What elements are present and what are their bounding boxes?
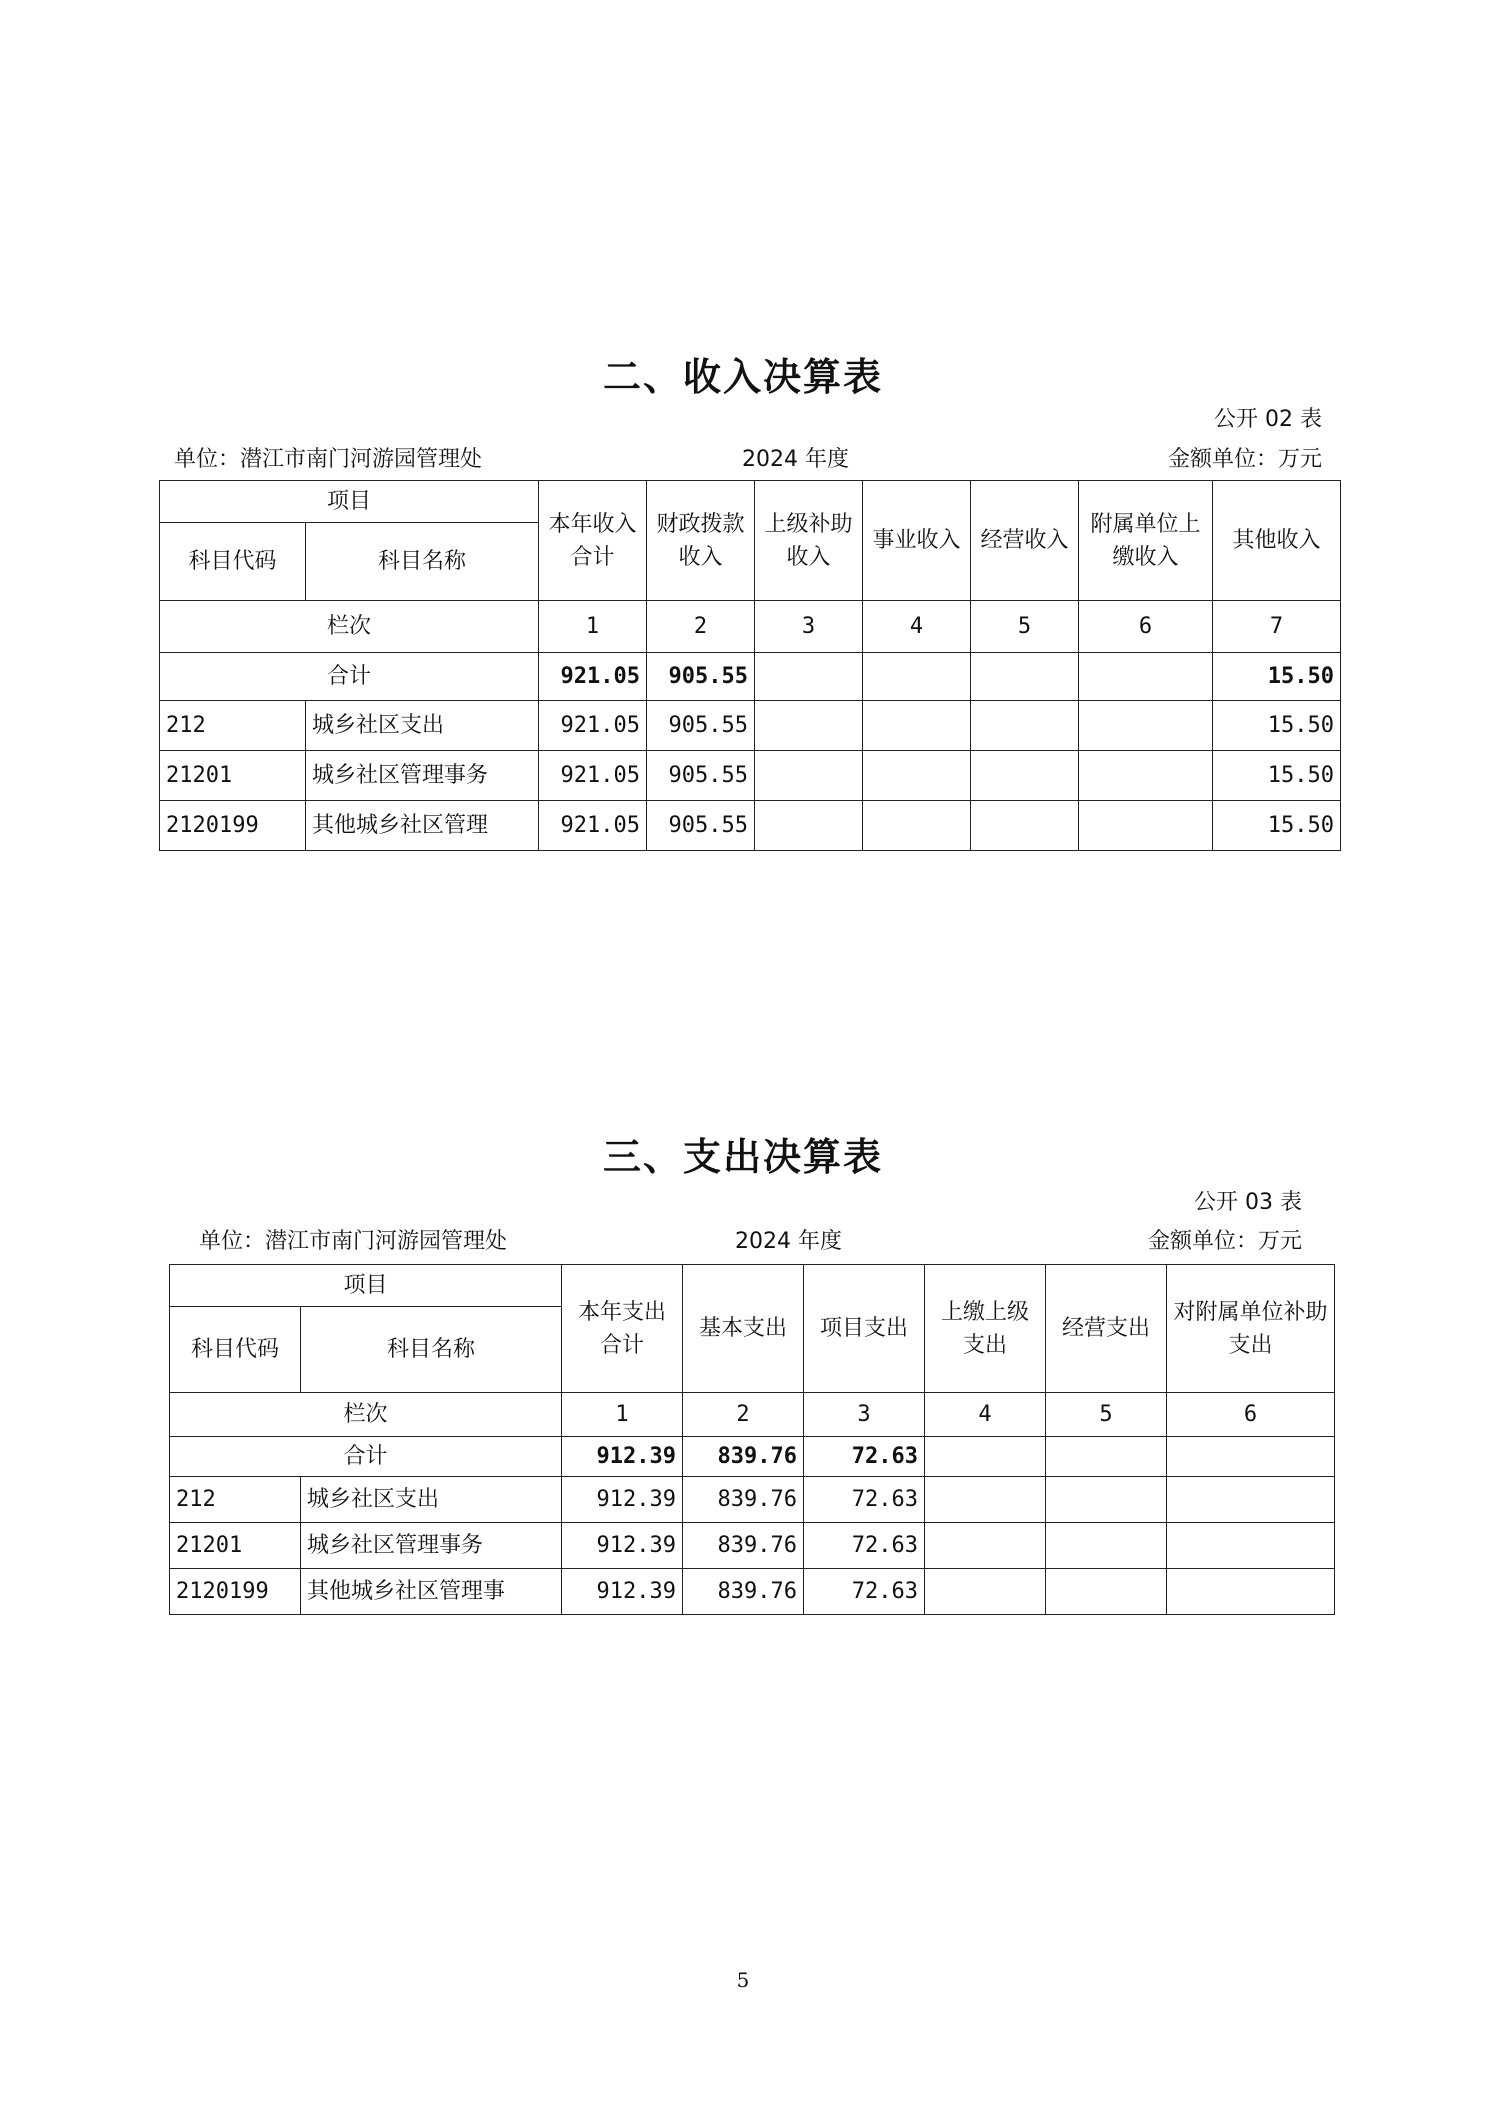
header-col-6: 附属单位上缴收入 — [1079, 481, 1213, 601]
row-cell: 839.76 — [683, 1569, 804, 1615]
row-cell — [1079, 801, 1213, 851]
total-cell: 921.05 — [539, 653, 647, 701]
page-number: 5 — [736, 1968, 750, 1992]
header-code: 科目代码 — [170, 1307, 301, 1393]
total-cell — [1079, 653, 1213, 701]
income-table — [159, 480, 1341, 851]
row-cell — [1167, 1477, 1335, 1523]
header-col-5: 经营支出 — [1046, 1265, 1167, 1393]
row-cell: 839.76 — [683, 1477, 804, 1523]
col-number: 5 — [971, 601, 1079, 653]
col-number: 7 — [1213, 601, 1341, 653]
row-cell: 15.50 — [1213, 801, 1341, 851]
row-cell — [755, 701, 863, 751]
col-number: 1 — [562, 1393, 683, 1437]
total-cell — [1046, 1437, 1167, 1477]
expense-money-unit: 金额单位：万元 — [1147, 1229, 1302, 1254]
row-cell — [925, 1477, 1046, 1523]
total-cell — [925, 1437, 1046, 1477]
col-number-label: 栏次 — [170, 1393, 562, 1437]
header-col-3: 项目支出 — [804, 1265, 925, 1393]
expense-title: 三、支出决算表 — [602, 1135, 883, 1179]
col-number: 3 — [804, 1393, 925, 1437]
total-cell: 839.76 — [683, 1437, 804, 1477]
col-number: 4 — [863, 601, 971, 653]
header-name: 科目名称 — [306, 523, 539, 601]
row-cell — [1079, 751, 1213, 801]
col-number: 3 — [755, 601, 863, 653]
row-name: 城乡社区支出 — [306, 701, 539, 751]
row-cell: 905.55 — [647, 701, 755, 751]
row-code: 212 — [160, 701, 306, 751]
header-col-2: 基本支出 — [683, 1265, 804, 1393]
row-cell — [1079, 701, 1213, 751]
row-cell: 72.63 — [804, 1523, 925, 1569]
header-name: 科目名称 — [301, 1307, 562, 1393]
row-cell — [971, 801, 1079, 851]
col-number-label: 栏次 — [160, 601, 539, 653]
row-cell: 921.05 — [539, 801, 647, 851]
total-cell: 912.39 — [562, 1437, 683, 1477]
row-cell: 15.50 — [1213, 751, 1341, 801]
row-cell: 839.76 — [683, 1523, 804, 1569]
expense-year: 2024 年度 — [735, 1229, 842, 1254]
col-number: 6 — [1167, 1393, 1335, 1437]
header-col-2: 财政拨款收入 — [647, 481, 755, 601]
table-row — [170, 1477, 1335, 1523]
total-label: 合计 — [170, 1437, 562, 1477]
row-name: 城乡社区支出 — [301, 1477, 562, 1523]
row-cell: 921.05 — [539, 701, 647, 751]
row-name: 其他城乡社区管理 — [306, 801, 539, 851]
row-cell — [863, 751, 971, 801]
row-cell: 72.63 — [804, 1569, 925, 1615]
col-number: 5 — [1046, 1393, 1167, 1437]
row-cell — [1167, 1569, 1335, 1615]
row-code: 2120199 — [170, 1569, 301, 1615]
table-row — [160, 801, 1341, 851]
expense-table — [169, 1264, 1335, 1615]
table-row — [160, 701, 1341, 751]
header-col-6: 对附属单位补助支出 — [1167, 1265, 1335, 1393]
header-project: 项目 — [160, 481, 539, 523]
total-cell — [971, 653, 1079, 701]
row-code: 21201 — [160, 751, 306, 801]
row-cell — [1046, 1569, 1167, 1615]
col-number: 2 — [683, 1393, 804, 1437]
header-col-5: 经营收入 — [971, 481, 1079, 601]
row-code: 2120199 — [160, 801, 306, 851]
row-cell — [1046, 1523, 1167, 1569]
income-money-unit: 金额单位：万元 — [1167, 447, 1322, 472]
row-cell: 912.39 — [562, 1477, 683, 1523]
expense-table-number: 公开 03 表 — [1194, 1190, 1302, 1215]
row-cell: 912.39 — [562, 1569, 683, 1615]
row-cell: 912.39 — [562, 1523, 683, 1569]
row-cell — [755, 751, 863, 801]
income-year: 2024 年度 — [742, 447, 849, 472]
header-project: 项目 — [170, 1265, 562, 1307]
table-row — [170, 1523, 1335, 1569]
total-cell: 72.63 — [804, 1437, 925, 1477]
row-cell — [925, 1523, 1046, 1569]
income-unit: 单位：潜江市南门河游园管理处 — [174, 447, 483, 472]
row-cell — [1167, 1523, 1335, 1569]
row-cell — [925, 1569, 1046, 1615]
header-col-1: 本年收入合计 — [539, 481, 647, 601]
income-table-number: 公开 02 表 — [1214, 407, 1322, 432]
row-name: 城乡社区管理事务 — [301, 1523, 562, 1569]
income-title: 二、收入决算表 — [602, 355, 883, 399]
total-cell — [755, 653, 863, 701]
row-code: 212 — [170, 1477, 301, 1523]
header-col-7: 其他收入 — [1213, 481, 1341, 601]
total-cell — [1167, 1437, 1335, 1477]
row-code: 21201 — [170, 1523, 301, 1569]
expense-unit: 单位：潜江市南门河游园管理处 — [199, 1229, 508, 1254]
col-number: 6 — [1079, 601, 1213, 653]
row-cell: 905.55 — [647, 801, 755, 851]
col-number: 2 — [647, 601, 755, 653]
total-row — [160, 653, 1341, 701]
total-cell: 15.50 — [1213, 653, 1341, 701]
header-col-3: 上级补助收入 — [755, 481, 863, 601]
row-cell: 72.63 — [804, 1477, 925, 1523]
total-cell: 905.55 — [647, 653, 755, 701]
table-row — [160, 751, 1341, 801]
row-name: 城乡社区管理事务 — [306, 751, 539, 801]
header-col-1: 本年支出合计 — [562, 1265, 683, 1393]
row-cell — [863, 801, 971, 851]
row-cell — [755, 801, 863, 851]
total-label: 合计 — [160, 653, 539, 701]
row-cell — [971, 701, 1079, 751]
header-col-4: 上缴上级支出 — [925, 1265, 1046, 1393]
row-cell: 921.05 — [539, 751, 647, 801]
col-number: 4 — [925, 1393, 1046, 1437]
row-cell — [1046, 1477, 1167, 1523]
row-cell — [971, 751, 1079, 801]
row-cell: 15.50 — [1213, 701, 1341, 751]
row-cell — [863, 701, 971, 751]
header-col-4: 事业收入 — [863, 481, 971, 601]
total-cell — [863, 653, 971, 701]
total-row — [170, 1437, 1335, 1477]
table-row — [170, 1569, 1335, 1615]
col-number: 1 — [539, 601, 647, 653]
row-cell: 905.55 — [647, 751, 755, 801]
header-code: 科目代码 — [160, 523, 306, 601]
row-name: 其他城乡社区管理事 — [301, 1569, 562, 1615]
